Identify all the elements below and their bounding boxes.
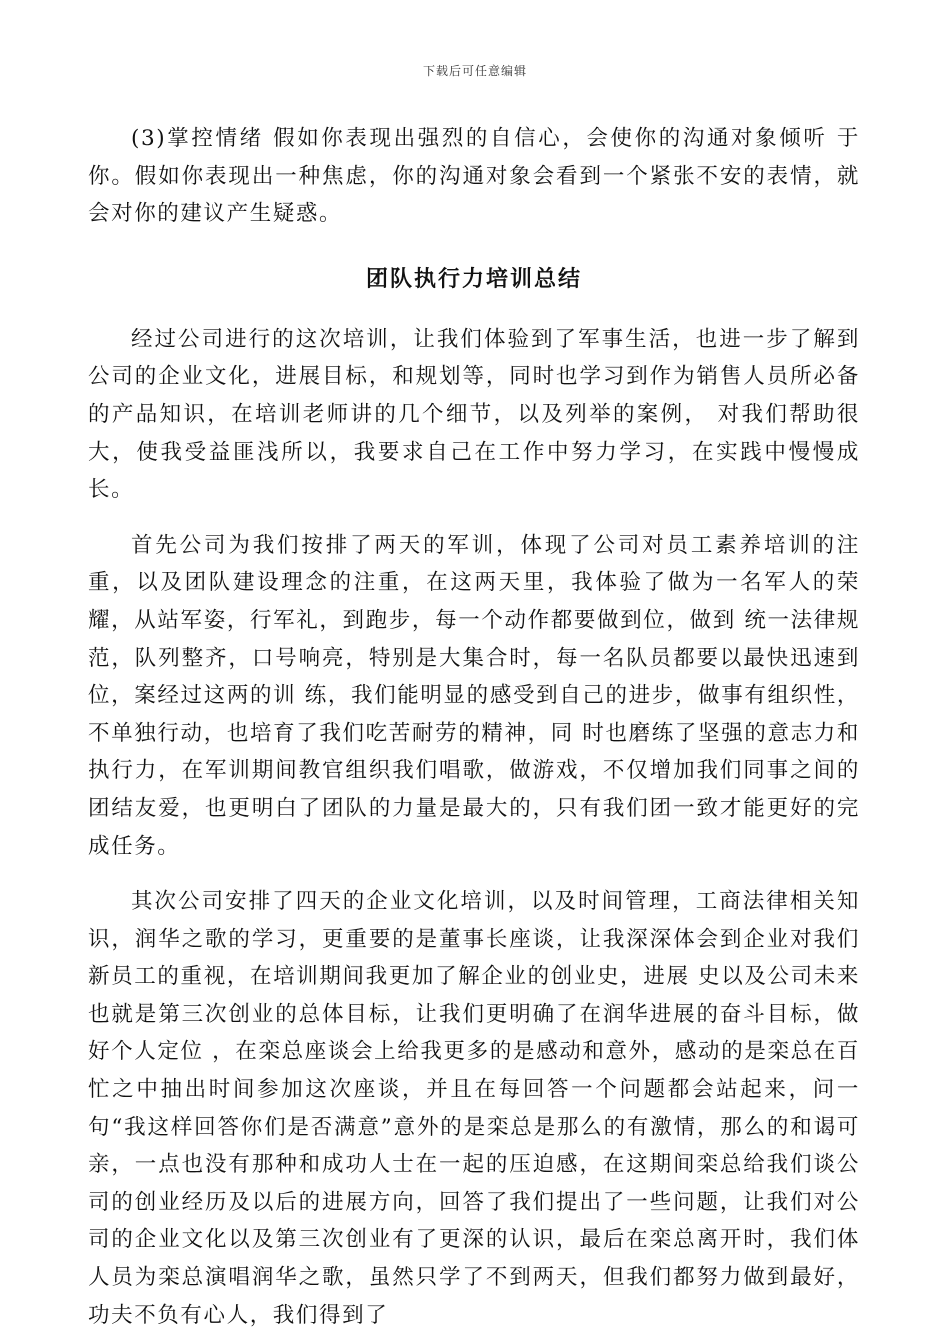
body-paragraph-2: 首先公司为我们按排了两天的军训，体现了公司对员工素养培训的注重，以及团队建设理念的注重，在这两天里，我体验了做为一名军人的荣耀，从站军姿，行军礼，到跑步，每一个动作都要做到位，做到 统一法律规范，队列整齐，口号响亮，特别是大集合时，每一名队员都要以最快迅速到位，案经过这两的训 练，我们能明显的感受到自己的进步，做事有组织性，不单独行动，也培育了我们吃苦耐劳的精神，同 时也磨练了坚强的意志力和执行力，在军训期间教官组织我们唱歌，做游戏，不仅增加我们同事之间的 团结友爱，也更明白了团队的力量是最大的，只有我们团一致才能更好的完成任务。 bbox=[88, 532, 860, 859]
document-title: 团队执行力培训总结 bbox=[365, 266, 582, 292]
body-paragraph-1: 经过公司进行的这次培训，让我们体验到了军事生活，也进一步了解到公司的企业文化，进展目标，和规划等，同时也学习到作为销售人员所必备的产品知识，在培训老师讲的几个细节，以及列举的案例， 对我们帮助很大，使我受益匪浅所以，我要求自己在工作中努力学习，在实践中慢慢成长。 bbox=[88, 326, 860, 503]
body-paragraph-3: 其次公司安排了四天的企业文化培训，以及时间管理，工商法律相关知识，润华之歌的学习，更重要的是董事长座谈，让我深深体会到企业对我们新员工的重视，在培训期间我更加了解企业的创业史，进展 史以及公司未来也就是第三次创业的总体目标，让我们更明确了在润华进展的奋斗目标，做好个人定位 ，在栾总座谈会上给我更多的是感动和意外，感动的是栾总在百忙之中抽出时间参加这次座谈，并且在每回答一个问题都会站起来，问一句“我这样回答你们是否满意”意外的是栾总是那么的有激情，那么的和谒可亲，一点也没有那种和成功人士在一起的压迫感，在这期间栾总给我们谈公司的创业经历及以后的进展方向，回答了我们提出了一些问题，让我们对公司的企业文化以及第三次创业有了更深的认识，最后在栾总离开时，我们体人员为栾总演唱润华之歌，虽然只学了不到两天，但我们都努力做到最好，功夫不负有心人，我们得到了 bbox=[88, 889, 860, 1328]
intro-paragraph: (3)掌控情绪 假如你表现出强烈的自信心，会使你的沟通对象倾听 于你。假如你表现出一种焦虑，你的沟通对象会看到一个紧张不安的表情，就会对你的建议产生疑惑。 bbox=[88, 126, 860, 227]
page-header: 下载后可任意编辑 bbox=[422, 64, 527, 78]
document-body bbox=[88, 120, 860, 1334]
